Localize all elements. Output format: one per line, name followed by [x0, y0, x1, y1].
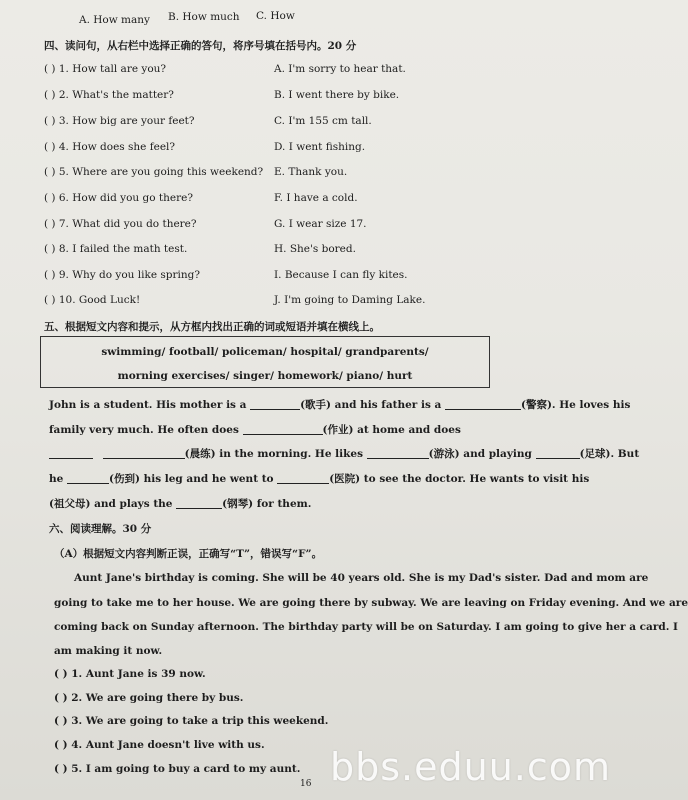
fill-blank-9[interactable] — [277, 472, 329, 484]
match-row-8 — [44, 243, 564, 259]
match-row-3 — [44, 115, 564, 131]
word-bank-box — [40, 336, 490, 388]
answer-text: D. I went fishing. — [274, 141, 366, 153]
true-false-item-1: ( ) 1. Aunt Jane is 39 now. — [54, 668, 206, 680]
true-false-item-2: ( ) 2. We are going there by bus. — [54, 692, 244, 704]
word-bank-line-1: swimming/ football/ policeman/ hospital/ grandparents/ — [101, 346, 429, 358]
question-text: ( ) 2. What's the matter? — [44, 89, 174, 101]
cloze-text: he — [49, 473, 64, 485]
question-text: ( ) 3. How big are your feet? — [44, 115, 195, 127]
fill-blank-7[interactable] — [536, 447, 580, 459]
question-text: ( ) 6. How did you go there? — [44, 192, 193, 204]
passage-line: Aunt Jane's birthday is coming. She will be 40 years old. She is my Dad's sister. Dad and mom are — [74, 572, 649, 584]
hint-text: (游泳) and playing — [428, 448, 532, 460]
answer-text: F. I have a cold. — [274, 192, 358, 204]
true-false-item-4: ( ) 4. Aunt Jane doesn't live with us. — [54, 739, 265, 751]
answer-text: I. Because I can fly kites. — [274, 269, 408, 281]
fill-blank-2[interactable] — [445, 398, 521, 410]
question-text: ( ) 9. Why do you like spring? — [44, 269, 201, 281]
word-bank-line-2: morning exercises/ singer/ homework/ piano/ hurt — [117, 370, 413, 382]
answer-text: B. I went there by bike. — [274, 89, 400, 101]
hint-text: (医院) to see the doctor. He wants to visit his — [329, 473, 590, 485]
match-row-5 — [44, 166, 564, 182]
passage-line: am making it now. — [54, 645, 163, 657]
hint-text: (歌手) and his father is a — [300, 399, 442, 411]
page-number: 16 — [300, 779, 312, 789]
answer-text: E. Thank you. — [274, 166, 348, 178]
question-text: ( ) 4. How does she feel? — [44, 141, 176, 153]
section6-subtitle: （A）根据短文内容判断正误，正确写“T”，错误写“F”。 — [54, 548, 323, 560]
cloze-text: family very much. He often does — [49, 424, 239, 436]
option-b: B. How much — [168, 11, 240, 23]
hint-text: (足球). But — [579, 448, 640, 460]
match-row-4 — [44, 141, 564, 157]
question-text: ( ) 7. What did you do there? — [44, 218, 197, 230]
match-row-10 — [44, 294, 564, 310]
hint-text: (祖父母) and plays the — [49, 498, 173, 510]
section5-title: 五、根据短文内容和提示，从方框内找出正确的词或短语并填在横线上。 — [44, 321, 380, 333]
option-c: C. How — [256, 10, 295, 22]
passage-line: coming back on Sunday afternoon. The birthday party will be on Saturday. I am going to give her a card. I — [54, 621, 678, 633]
answer-text: C. I'm 155 cm tall. — [274, 115, 372, 127]
answer-text: G. I wear size 17. — [274, 218, 367, 230]
hint-text: (警察). He loves his — [521, 399, 631, 411]
fill-blank-1[interactable] — [250, 398, 300, 410]
watermark: bbs.eduu.com — [330, 745, 612, 789]
section6-title: 六、阅读理解。30 分 — [49, 523, 152, 535]
hint-text: (作业) at home and does — [322, 424, 461, 436]
fill-blank-6[interactable] — [367, 447, 429, 459]
answer-text: A. I'm sorry to hear that. — [274, 63, 406, 75]
answer-text: J. I'm going to Daming Lake. — [274, 294, 426, 306]
hint-text: (晨练) in the morning. He likes — [184, 448, 364, 460]
question-text: ( ) 8. I failed the math test. — [44, 243, 188, 255]
passage-line: going to take me to her house. We are going there by subway. We are leaving on Friday evening. And we are — [54, 597, 688, 609]
fill-blank-3[interactable] — [243, 423, 323, 435]
section4-title: 四、读问句，从右栏中选择正确的答句，将序号填在括号内。20 分 — [44, 40, 357, 52]
fill-blank-8[interactable] — [67, 472, 109, 484]
match-row-2 — [44, 89, 564, 105]
match-row-1 — [44, 63, 564, 79]
fill-blank-10[interactable] — [176, 497, 222, 509]
option-a: A. How many — [79, 14, 150, 26]
question-text: ( ) 10. Good Luck! — [44, 294, 141, 306]
cloze-text: John is a student. His mother is a — [49, 399, 247, 411]
match-row-9 — [44, 269, 564, 285]
hint-text: (伤到) his leg and he went to — [108, 473, 274, 485]
match-row-7 — [44, 218, 564, 234]
fill-blank-4[interactable] — [49, 447, 93, 459]
true-false-item-3: ( ) 3. We are going to take a trip this weekend. — [54, 715, 329, 727]
hint-text: (钢琴) for them. — [222, 498, 312, 510]
answer-text: H. She's bored. — [274, 243, 356, 255]
match-row-6 — [44, 192, 564, 208]
question-text: ( ) 1. How tall are you? — [44, 63, 167, 75]
fill-blank-5[interactable] — [103, 447, 185, 459]
true-false-item-5: ( ) 5. I am going to buy a card to my aunt. — [54, 763, 301, 775]
question-text: ( ) 5. Where are you going this weekend? — [44, 166, 264, 178]
